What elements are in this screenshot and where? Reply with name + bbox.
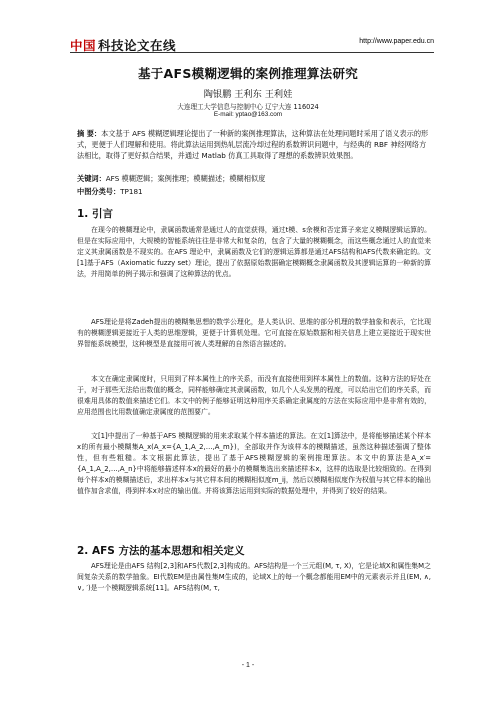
- header-url[interactable]: http://www.paper.edu.cn: [359, 38, 434, 45]
- abstract: [77, 128, 429, 162]
- abstract-label: 摘 要：: [77, 129, 102, 138]
- logo-red-text: 中国: [70, 38, 97, 53]
- paper-authors: 陶银鹏 王利东 王利娃: [203, 89, 293, 100]
- keywords-text: AFS 模糊逻辑；案例推理；模糊描述；模糊相似度: [105, 174, 266, 183]
- page-number: - 1 -: [241, 662, 255, 669]
- intro-paragraph-4: 文[1]中提出了一种基于AFS 模糊逻辑的用来求取某个样本描述的算法。在文[1]算法中，是将能够描述某个样本x的所有最小模糊集A_x(A_x={A_1,A_2,…,A_m})，全部取并作为该样本的模糊描述，虽然这种描述强调了整体性，但有些粗糙。本文根据此算法，提出了基于AFS模糊逻辑的案例推理算法。本文中的算法是A_x′={A_1,A_2,…,A_n}中将能够描述样本x的最好的最小的模糊集选出来描述样本x，这样的选取是比较细致的。在得到每个样本x的模糊描述后，求出样本x与其它样本间的模糊相似度m_ij，然后以模糊相似度作为权值与其它样本的输出值作加含求值，得到样本x对应的输出值。并将该算法运用到实际的数据处理中，并得到了较好的结果。: [77, 432, 431, 496]
- intro-paragraph-2: AFS理论是将Zadeh提出的模糊集思想的数学公理化，是人类认识、思维的部分机理的数学抽象和表示，它比现有的模糊逻辑更接近于人类的思维逻辑，更便于计算机处理。它可直接在原始数据和相关信息上建立更接近于现实世界智能系统模型，这种模型是直接用可被人类理解的自然语言描述的。: [77, 318, 431, 349]
- classification-text: TP181: [120, 187, 143, 196]
- intro-paragraph-1: 在现今的模糊理论中，隶属函数通常是通过人的直觉获得，通过t模、s余模和否定算子来定义模糊逻辑运算的。但是在实际应用中，大规模的智能系统往往是非常大和复杂的，包含了大量的模糊概念，而这些概念通过人的直觉来定义其隶属函数是不现实的。在AFS 理论中，隶属函数及它们的逻辑运算都是通过AFS结构和AFS代数来确定的。文[1]基于AFS（Axiomatic fuzzy set）理论，提出了依据原始数据确定模糊概念隶属函数及其逻辑运算的一种新的算法，并用简单的例子揭示和强调了这种算法的优点。: [77, 226, 431, 279]
- section-heading-intro: 1. 引言: [77, 208, 113, 220]
- section-heading-afs: 2. AFS 方法的基本思想和相关定义: [77, 545, 245, 557]
- classification: [77, 186, 429, 197]
- logo-black-text: 科技论文在线: [98, 38, 177, 53]
- classification-label: 中图分类号：: [77, 187, 121, 196]
- intro-paragraph-3: 本文在确定隶属度时，只用到了样本属性上的序关系，而没有直接使用到样本属性上的数值。这种方法的好处在于，对于那些无法给出数值的概念，同样能够确定其隶属函数，如几个人头发黑的程度，可以给出它们的序关系，而很难用具体的数值来描述它们。本文中的例子能够证明这种用序关系确定隶属度的方法在实际应用中是非常有效的，应用范围也比用数值确定隶属度的范围要广。: [77, 375, 431, 417]
- page-header: [70, 36, 434, 52]
- header-divider: [70, 52, 434, 53]
- paper-title: 基于AFS模糊逻辑的案例推理算法研究: [137, 66, 359, 81]
- afs-paragraph-1: AFS理论是由AFS 结构[2,3]和AFS代数[2,3]构成的。AFS结构是一个三元组(M, τ, X)，它是论域X和属性集M之间复杂关系的数学抽象。EI代数EM是由属性集M生成的，论域X上的每一个概念都能用EM中的元素表示并且(EM, ∧, ∨, ′)是一个模糊逻辑系统[11]。AFS结构(M, τ,: [77, 562, 431, 593]
- author-email[interactable]: E-mail: yptao@163.com: [213, 111, 283, 118]
- keywords-label: 关键词：: [77, 174, 106, 183]
- abstract-text: 本文基于 AFS 模糊逻辑理论提出了一种新的案例推理算法，这种算法在处理问题时采用了语义表示的形式，更便于人们理解和使用。将此算法运用到热轧层流冷却过程的系数辨识问题中，与经典的 RBF 神经网络方法相比，取得了更好拟合结果，并通过 Matlab 仿真工具取得了理想的系数辨识效果图。: [77, 129, 429, 161]
- keywords: [77, 173, 429, 184]
- paper-affiliation: 大连理工大学信息与控制中心 辽宁大连 116024: [177, 103, 319, 111]
